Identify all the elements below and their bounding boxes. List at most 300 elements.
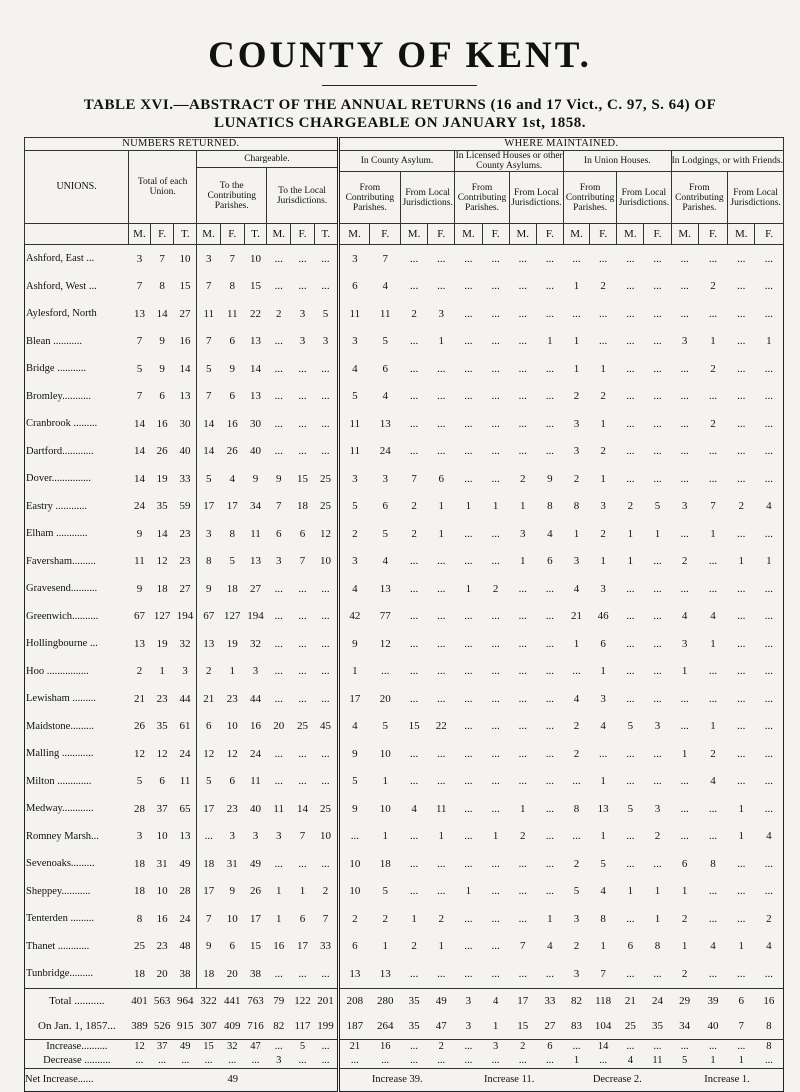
value-cell: 7 — [206, 335, 212, 348]
union-from-local-header: From Local Jurisdictions. — [617, 172, 671, 224]
value-cell: 77 — [379, 610, 391, 623]
value-cell: 1 — [627, 527, 634, 540]
value-cell: ... — [653, 967, 662, 980]
value-cell: 187 — [346, 1020, 364, 1032]
value-cell: ... — [545, 720, 555, 733]
value-cell: ... — [572, 252, 581, 265]
value-cell: 6 — [229, 390, 236, 403]
value-cell: ... — [291, 1054, 315, 1069]
sex-header-f: F. — [755, 224, 784, 245]
value-cell: 25 — [314, 493, 338, 521]
value-cell: ... — [626, 445, 635, 458]
value-cell: ... — [737, 967, 746, 980]
value-cell: 6 — [382, 362, 388, 375]
value-cell: 6 — [536, 1039, 563, 1054]
value-cell: 3 — [136, 252, 143, 265]
value-cell: 1 — [600, 472, 606, 485]
value-cell: ... — [464, 307, 473, 320]
value-cell: 8 — [710, 857, 716, 870]
value-cell: 127 — [224, 610, 241, 623]
value-cell: 2 — [573, 720, 580, 733]
title-rule — [322, 85, 477, 86]
value-cell: ... — [626, 967, 635, 980]
value-cell: ... — [244, 1054, 267, 1069]
value-cell: 3 — [252, 830, 259, 843]
value-cell: ... — [274, 417, 283, 430]
value-cell: 47 — [435, 1020, 447, 1032]
value-cell: 1 — [738, 830, 745, 843]
value-cell: 26 — [250, 885, 261, 898]
table-title-line-1: TABLE XVI.—ABSTRACT OF THE ANNUAL RETURNS (16 and 17 Vict., C. 97, S. 64) OF — [83, 97, 717, 113]
value-cell: 4 — [766, 500, 772, 513]
value-cell: ... — [518, 390, 527, 403]
value-cell: 38 — [250, 967, 261, 980]
value-cell: 37 — [156, 802, 168, 815]
value-cell: 5 — [206, 775, 212, 788]
table-row — [25, 1014, 784, 1040]
value-cell: 28 — [133, 802, 145, 815]
union-name: Tunbridge......... — [26, 968, 93, 980]
value-cell: 7 — [206, 280, 212, 293]
value-cell: 7 — [738, 1020, 745, 1032]
value-cell: 16 — [273, 940, 285, 953]
value-cell: 19 — [156, 472, 168, 485]
value-cell: 1 — [766, 555, 772, 568]
value-cell: 83 — [571, 1020, 583, 1032]
value-cell: 16 — [755, 988, 784, 1014]
value-cell: 2 — [710, 417, 716, 430]
value-cell: ... — [428, 1054, 455, 1069]
value-cell: ... — [737, 307, 746, 320]
value-cell: ... — [764, 967, 774, 980]
value-cell: 7 — [382, 252, 388, 265]
value-cell: 9 — [252, 472, 259, 485]
returns-table — [24, 137, 784, 1092]
value-cell: 3 — [275, 830, 282, 843]
value-cell: 4 — [681, 610, 688, 623]
value-cell: ... — [298, 610, 307, 623]
value-cell: 1 — [738, 940, 745, 953]
value-cell: ... — [764, 445, 774, 458]
value-cell: 35 — [156, 720, 168, 733]
net-county: Increase 39. — [338, 1068, 455, 1091]
value-cell: ... — [491, 445, 500, 458]
value-cell: 10 — [379, 802, 391, 815]
net-increase-row — [25, 1068, 784, 1091]
value-cell: ... — [518, 307, 527, 320]
sex-header-t: T. — [244, 224, 267, 245]
value-cell: ... — [764, 637, 774, 650]
value-cell: ... — [518, 720, 527, 733]
value-cell: 1 — [547, 335, 553, 348]
union-name: Tenterden ......... — [26, 913, 95, 925]
value-cell: 8 — [766, 1020, 772, 1032]
value-cell: 18 — [156, 582, 168, 595]
value-cell: 1 — [681, 885, 688, 898]
value-cell: ... — [764, 307, 774, 320]
value-cell: ... — [298, 857, 307, 870]
value-cell: 3 — [267, 1054, 291, 1069]
table-row — [25, 300, 784, 328]
value-cell: ... — [464, 637, 473, 650]
value-cell: 10 — [349, 857, 361, 870]
value-cell: ... — [491, 637, 500, 650]
value-cell: 9 — [136, 527, 143, 540]
value-cell: ... — [617, 1039, 644, 1054]
value-cell: 1 — [492, 500, 499, 513]
value-cell: 2 — [411, 527, 417, 540]
value-cell: 28 — [174, 878, 197, 906]
value-cell: 25 — [314, 465, 338, 493]
union-name: Dover............... — [26, 473, 92, 485]
value-cell: 1 — [627, 555, 634, 568]
value-cell: ... — [518, 362, 527, 375]
value-cell: ... — [626, 307, 635, 320]
value-cell: 8 — [573, 802, 580, 815]
value-cell: ... — [764, 747, 774, 760]
value-cell: 4 — [600, 720, 606, 733]
union-name: Maidstone......... — [26, 720, 94, 732]
value-cell: 13 — [379, 582, 391, 595]
union-name: Elham ............ — [26, 528, 88, 540]
value-cell: ... — [464, 417, 473, 430]
value-cell: ... — [545, 747, 555, 760]
table-title-line-2: LUNATICS CHARGEABLE ON JANUARY 1st, 1858. — [213, 115, 587, 131]
value-cell: 10 — [349, 885, 361, 898]
value-cell: 4 — [710, 610, 716, 623]
value-cell: 1 — [229, 665, 236, 678]
value-cell: ... — [298, 362, 307, 375]
value-cell: ... — [708, 252, 718, 265]
value-cell: ... — [437, 665, 446, 678]
value-cell: 3 — [482, 1039, 509, 1054]
value-cell: ... — [409, 967, 419, 980]
value-cell: 38 — [174, 960, 197, 988]
value-cell: 1 — [411, 912, 417, 925]
value-cell: 6 — [229, 775, 236, 788]
value-cell: ... — [482, 1054, 509, 1069]
value-cell: ... — [518, 857, 527, 870]
value-cell: ... — [491, 692, 500, 705]
value-cell: 5 — [627, 802, 634, 815]
value-cell: 42 — [349, 610, 361, 623]
value-cell: ... — [599, 747, 608, 760]
value-cell: 1 — [438, 500, 444, 513]
value-cell: 5 — [229, 555, 236, 568]
table-row — [25, 740, 784, 768]
value-cell: 16 — [370, 1039, 401, 1054]
value-cell: ... — [737, 720, 746, 733]
value-cell: 3 — [352, 335, 358, 348]
sex-header-f: F. — [220, 224, 244, 245]
value-cell: 3 — [681, 637, 688, 650]
value-cell: 6 — [681, 857, 688, 870]
value-cell: 208 — [338, 988, 370, 1014]
value-cell: ... — [737, 362, 746, 375]
value-cell: 7 — [136, 280, 143, 293]
value-cell: ... — [764, 692, 774, 705]
value-cell: 409 — [224, 1020, 241, 1032]
value-cell: 2 — [710, 362, 716, 375]
value-cell: 40 — [707, 1020, 719, 1032]
value-cell: 9 — [206, 582, 212, 595]
value-cell: 5 — [600, 857, 606, 870]
value-cell: 4 — [710, 940, 716, 953]
value-cell: 2 — [600, 390, 606, 403]
value-cell: ... — [274, 637, 283, 650]
value-cell: 1 — [600, 417, 606, 430]
union-name: Cranbrook ......... — [26, 418, 98, 430]
value-cell: 5 — [206, 362, 212, 375]
value-cell: 12 — [314, 520, 338, 548]
value-cell: ... — [653, 665, 662, 678]
value-cell: ... — [464, 362, 473, 375]
value-cell: ... — [737, 637, 746, 650]
value-cell: ... — [626, 335, 635, 348]
value-cell: 5 — [671, 1054, 698, 1069]
value-cell: ... — [464, 252, 473, 265]
union-name: Malling ............ — [26, 748, 94, 760]
value-cell: 2 — [681, 912, 688, 925]
value-cell: ... — [491, 775, 500, 788]
value-cell: 20 — [226, 967, 238, 980]
value-cell: 9 — [159, 335, 165, 348]
value-cell: ... — [464, 747, 473, 760]
union-name: Decrease .......... — [25, 1054, 129, 1069]
value-cell: ... — [464, 720, 473, 733]
value-cell: ... — [274, 775, 283, 788]
value-cell: ... — [626, 610, 635, 623]
value-cell: 8 — [159, 280, 165, 293]
table-row — [25, 795, 784, 823]
value-cell: ... — [381, 665, 390, 678]
value-cell: 7 — [299, 555, 306, 568]
value-cell: ... — [174, 1054, 197, 1069]
value-cell: 716 — [247, 1020, 264, 1032]
value-cell: 23 — [226, 802, 238, 815]
union-name: Total ........... — [25, 988, 129, 1014]
value-cell: 1 — [520, 802, 526, 815]
value-cell: ... — [653, 692, 662, 705]
value-cell: 18 — [133, 857, 145, 870]
value-cell: ... — [737, 912, 746, 925]
value-cell: ... — [491, 967, 500, 980]
value-cell: ... — [680, 582, 689, 595]
value-cell: ... — [409, 445, 419, 458]
value-cell: ... — [491, 857, 500, 870]
value-cell: ... — [298, 967, 307, 980]
value-cell: ... — [599, 307, 608, 320]
value-cell: 2 — [766, 912, 772, 925]
value-cell: ... — [708, 967, 718, 980]
value-cell: 1 — [738, 802, 745, 815]
value-cell: 3 — [352, 555, 358, 568]
sex-header-m: M. — [129, 224, 151, 245]
value-cell: ... — [298, 417, 307, 430]
value-cell: 30 — [250, 417, 261, 430]
sex-header-f: F. — [698, 224, 727, 245]
net-chargeable: 49 — [129, 1068, 339, 1091]
value-cell: 3 — [465, 1020, 472, 1032]
value-cell: ... — [653, 417, 662, 430]
value-cell: 1 — [627, 885, 634, 898]
table-row — [25, 520, 784, 548]
value-cell: ... — [491, 472, 500, 485]
value-cell: 5 — [573, 885, 580, 898]
value-cell: 3 — [136, 830, 143, 843]
value-cell: ... — [274, 252, 283, 265]
value-cell: ... — [437, 610, 446, 623]
value-cell: 65 — [174, 795, 197, 823]
blank-header-cell — [25, 224, 129, 245]
value-cell: 1 — [438, 527, 444, 540]
value-cell: 20 — [273, 720, 285, 733]
value-cell: 18 — [297, 500, 308, 513]
value-cell: 441 — [220, 988, 244, 1014]
value-cell: ... — [464, 445, 473, 458]
value-cell: 2 — [352, 527, 358, 540]
value-cell: 32 — [220, 1039, 244, 1054]
value-cell: 3 — [520, 527, 526, 540]
value-cell: 3 — [438, 307, 444, 320]
value-cell: ... — [437, 252, 446, 265]
value-cell: 13 — [597, 802, 609, 815]
union-name: Aylesford, North — [26, 308, 97, 320]
value-cell: 1 — [710, 335, 716, 348]
value-cell: ... — [764, 857, 774, 870]
value-cell: ... — [437, 417, 446, 430]
value-cell: ... — [764, 280, 774, 293]
value-cell: 11 — [349, 445, 361, 458]
value-cell: ... — [708, 582, 718, 595]
value-cell: 3 — [252, 665, 259, 678]
value-cell: ... — [409, 665, 419, 678]
value-cell: 1 — [681, 940, 688, 953]
value-cell: 21 — [571, 610, 583, 623]
value-cell: ... — [298, 692, 307, 705]
value-cell: ... — [626, 747, 635, 760]
value-cell: ... — [545, 445, 555, 458]
value-cell: ... — [626, 252, 635, 265]
value-cell: ... — [464, 692, 473, 705]
value-cell: ... — [599, 252, 608, 265]
value-cell: 307 — [200, 1020, 217, 1032]
value-cell: 6 — [159, 390, 165, 403]
value-cell: 20 — [156, 967, 168, 980]
value-cell: 1 — [600, 555, 606, 568]
value-cell: 5 — [136, 775, 143, 788]
value-cell: ... — [314, 740, 338, 768]
union-name: Sevenoaks......... — [26, 858, 95, 870]
value-cell: ... — [464, 280, 473, 293]
value-cell: ... — [737, 857, 746, 870]
value-cell: ... — [518, 692, 527, 705]
value-cell: ... — [274, 665, 283, 678]
table-row — [25, 383, 784, 411]
value-cell: ... — [409, 637, 419, 650]
value-cell: ... — [298, 252, 307, 265]
value-cell: 79 — [267, 988, 291, 1014]
value-cell: 8 — [136, 912, 143, 925]
value-cell: 7 — [229, 252, 236, 265]
value-cell: 3 — [352, 472, 358, 485]
union-name: Lewisham ......... — [26, 693, 96, 705]
table-row — [25, 713, 784, 741]
value-cell: 10 — [226, 912, 238, 925]
value-cell: ... — [518, 445, 527, 458]
value-cell: ... — [491, 610, 500, 623]
value-cell: 2 — [520, 472, 526, 485]
value-cell: ... — [437, 775, 446, 788]
value-cell: ... — [518, 775, 527, 788]
value-cell: ... — [491, 747, 500, 760]
value-cell: 27 — [174, 300, 197, 328]
value-cell: ... — [298, 637, 307, 650]
value-cell: 13 — [379, 417, 391, 430]
value-cell: ... — [491, 940, 500, 953]
value-cell: 8 — [573, 500, 580, 513]
value-cell: ... — [518, 967, 527, 980]
value-cell: 24 — [133, 500, 145, 513]
value-cell: ... — [298, 665, 307, 678]
value-cell: ... — [298, 582, 307, 595]
union-name: Bridge ........... — [26, 363, 87, 375]
value-cell: 7 — [275, 500, 282, 513]
numbers-returned-header: NUMBERS RETURNED. — [25, 138, 339, 151]
value-cell: 1 — [275, 912, 282, 925]
value-cell: 21 — [617, 988, 644, 1014]
value-cell: 4 — [382, 555, 388, 568]
value-cell: ... — [708, 692, 718, 705]
value-cell: ... — [400, 1054, 427, 1069]
value-cell: ... — [464, 775, 473, 788]
lodgings-header: In Lodgings, or with Friends. — [671, 151, 783, 172]
value-cell: ... — [545, 362, 555, 375]
value-cell: 8 — [229, 280, 236, 293]
value-cell: 13 — [133, 637, 145, 650]
value-cell: 18 — [203, 857, 215, 870]
union-name: Milton ............. — [26, 775, 92, 787]
value-cell: 21 — [203, 692, 215, 705]
value-cell: 5 — [136, 362, 143, 375]
value-cell: 2 — [600, 527, 606, 540]
value-cell: 18 — [226, 582, 238, 595]
value-cell: 11 — [435, 802, 447, 815]
value-cell: 48 — [174, 933, 197, 961]
value-cell: ... — [764, 775, 774, 788]
value-cell: 1 — [600, 775, 606, 788]
value-cell: ... — [545, 582, 555, 595]
value-cell: 194 — [174, 603, 197, 631]
value-cell: 35 — [156, 500, 168, 513]
value-cell: 1 — [573, 335, 580, 348]
value-cell: 1 — [492, 1020, 499, 1032]
county-title: COUNTY OF KENT. — [208, 35, 592, 76]
value-cell: ... — [464, 555, 473, 568]
value-cell: ... — [314, 438, 338, 466]
value-cell: ... — [455, 1039, 482, 1054]
value-cell: 27 — [250, 582, 261, 595]
value-cell: 27 — [174, 575, 197, 603]
value-cell: ... — [653, 857, 662, 870]
value-cell: ... — [737, 582, 746, 595]
value-cell: ... — [314, 273, 338, 301]
value-cell: ... — [737, 527, 746, 540]
value-cell: 14 — [174, 355, 197, 383]
value-cell: ... — [680, 830, 689, 843]
value-cell: 67 — [133, 610, 145, 623]
value-cell: 2 — [654, 830, 661, 843]
